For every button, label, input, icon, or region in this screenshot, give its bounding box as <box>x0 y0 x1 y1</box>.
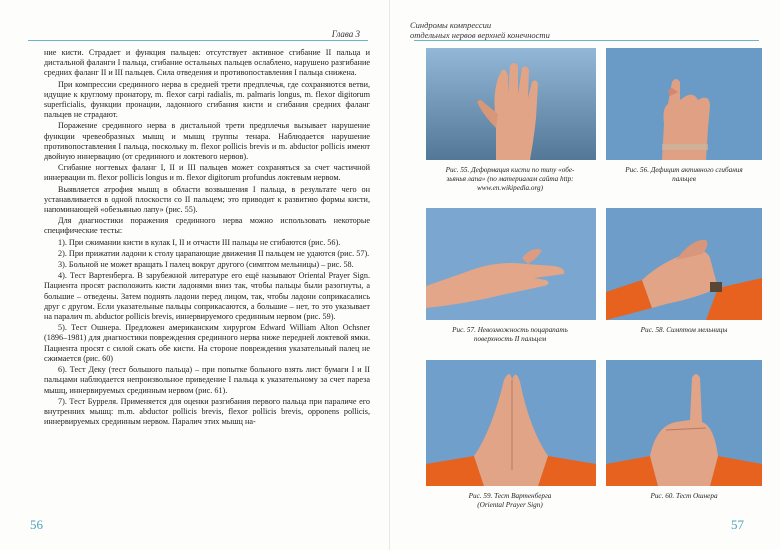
running-title-line: Синдромы компрессии <box>410 20 492 30</box>
figure-58-caption: Рис. 58. Симптом мельницы <box>640 326 728 334</box>
figure-59-photo <box>426 360 596 486</box>
paragraph: ние кисти. Страдает и функция пальцев: отсутствует активное сгибание II пальца и дистальной фаланги I пальца, сгибание остальных пальцев ослаблено, нарушено разгибание средних фаланг II и III пальцев. Сила отведения и противопоставления I пальца снижена. <box>44 48 370 78</box>
paragraph: Выявляется атрофия мышц в области возвышения I пальца, в результате чего он устанавливается в одной плоскости со II пальцем; это приводит к развитию формы кисти, напоминающей «обезьянью лапу» (рис. 55). <box>44 184 370 215</box>
paragraph: 3). Больной не может вращать I палец вокруг другого (симптом мельницы) – рис. 58. <box>58 260 354 270</box>
header-rule <box>28 40 368 41</box>
paragraph: 6). Тест Деку (тест большого пальца) – при попытке больного взять лист бумаги I и II пальцами наблюдается непроизвольное приведение I пальца к указательному за счет пареза мышц, иннервируемых срединным нервом (рис. 61). <box>44 365 370 395</box>
paragraph: Для диагностики поражения срединного нерва можно использовать некоторые специфические тесты: <box>44 216 370 236</box>
figure-58-photo <box>606 208 762 320</box>
paragraph: 2). При прижатии ладони к столу царапающие движения II пальцем не удаются (рис. 57). <box>58 248 370 258</box>
paragraph: При компрессии срединного нерва в средней трети предплечья, где сохраняются ветви, идущие к круглому пронатору, m. flexor carpi radialis, m. palmaris longus, m. flexor digitorum superficialis, функции пронации, ладонного сгибания кисти и сгибания средних фаланг пальцев не страдают. <box>44 79 370 120</box>
right-page <box>390 0 780 550</box>
chapter-label: Глава 3 <box>331 29 360 39</box>
figure-56-caption: Рис. 56. Дефицит активного сгибания пальцев <box>625 166 743 183</box>
figure-57-photo <box>426 208 596 320</box>
page-number: 57 <box>731 517 744 532</box>
body-text <box>44 48 370 428</box>
figure-55-photo <box>426 48 596 160</box>
figure-60-photo <box>606 360 762 486</box>
figure-55-caption: Рис. 55. Деформация кисти по типу «обе- зьянья лапа» (по материалам сайта http: www.en.wikipedia.org) <box>445 166 575 192</box>
figure-59-caption: Рис. 59. Тест Вартенберга (Oriental Prayer Sign) <box>468 492 552 509</box>
figure-57-caption: Рис. 57. Невозможность поцарапать поверхность II пальцем <box>452 326 568 343</box>
paragraph: Сгибание ногтевых фаланг I, II и III пальцев может сохраняться за счет частичной иннервации m. flexor pollicis longus и m. flexor digitorum profundus локтевым нервом. <box>44 163 370 183</box>
paragraph: 1). При сжимании кисти в кулак I, II и отчасти III пальцы не сгибаются (рис. 56). <box>58 237 341 247</box>
header-rule <box>414 40 759 41</box>
running-title <box>410 20 630 40</box>
figure-60-caption: Рис. 60. Тест Ошнера <box>650 492 718 500</box>
running-title-line: отдельных нервов верхней конечности <box>410 30 550 40</box>
paragraph: 4). Тест Вартенберга. В зарубежной литературе его ещё называют Oriental Prayer Sign. Пациента просят расположить кисти ладонями вниз так, чтобы пальцы были разогнуты, а большие – отведены. Затем поднять ладони перед лицом, так, чтобы ладони соприкасались друг с другом. Если указательные пальцы соприкасаются, а большие – нет, то это указывает на паралич m. abductor pollicis brevis, иннервируемого срединным нервом (рис. 59). <box>44 271 370 322</box>
figure-56-photo <box>606 48 762 160</box>
paragraph: Поражение срединного нерва в дистальной трети предплечья вызывает нарушение функции чревеобразных мышц и мышц группы тенара. Наблюдается нарушение противопоставления I пальца, поскольку m. flexor pollicis brevis и m. abductor pollicis имеют двойную иннервацию (от срединного и локтевого нервов). <box>44 121 370 162</box>
page-number: 56 <box>30 517 43 532</box>
paragraph: 5). Тест Ошнера. Предложен американским хирургом Edward William Alton Ochsner (1896–1981) для диагностики повреждения срединного нерва ниже передней локтевой ямки. Пациента просят с силой сжать обе кисти. На стороне повреждения указательный палец не сжимается (рис. 60) <box>44 323 370 363</box>
paragraph: 7). Тест Бурреля. Применяется для оценки разгибания первого пальца при параличе его внутренних мышц: m.m. abductor pollicis brevis, flexor pollicis brevis, opponens pollicis, иннервируемых срединным нервом. Паралич этих мышц на- <box>44 396 370 427</box>
